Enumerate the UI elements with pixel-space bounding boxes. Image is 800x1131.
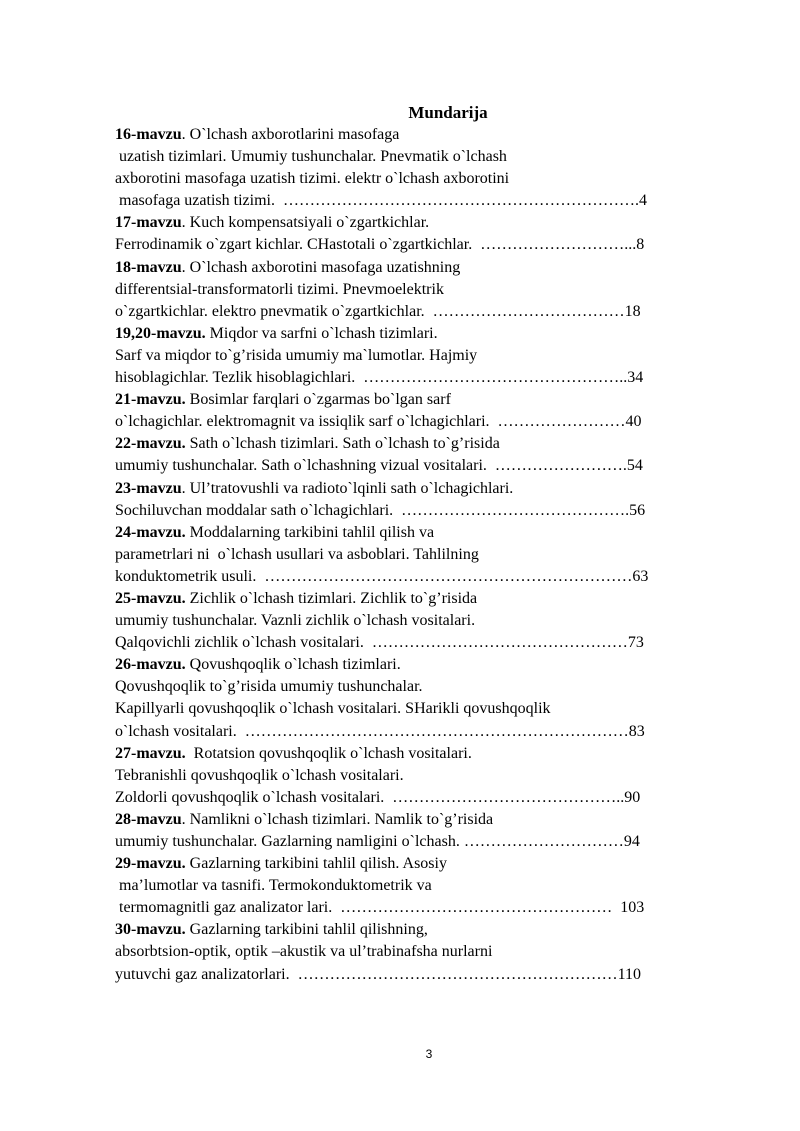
topic-number: 21-mavzu.: [115, 391, 186, 409]
toc-entry: [115, 809, 745, 853]
toc-line: [115, 964, 745, 986]
topic-number: 16-mavzu: [115, 126, 182, 143]
toc-line-text: . O`lchash axborotini masofaga uzatishning: [181, 258, 461, 276]
toc-line-text: termomagnitli gaz analizator lari. …………………………………………… 103: [115, 899, 645, 917]
toc-entry: [115, 522, 745, 588]
toc-line: [115, 257, 745, 279]
toc-line: [115, 234, 745, 256]
toc-line-text: differentsial-transformatorli tizimi. Pnevmoelektrik: [115, 280, 444, 298]
toc-line-text: Gazlarning tarkibini tahlil qilishning,: [185, 921, 428, 939]
toc-line-text: Moddalarning tarkibini tahlil qilish va: [185, 523, 435, 541]
toc-line-text: absorbtsion-optik, optik –akustik va ul’trabinafsha nurlarni: [115, 943, 493, 961]
toc-line: [115, 345, 745, 367]
toc-line: [115, 544, 745, 566]
toc-line-text: Qovushqoqlik to`g’risida umumiy tushunchalar.: [115, 678, 423, 696]
toc-line-text: Zichlik o`lchash tizimlari. Zichlik to`g’risida: [185, 589, 478, 607]
toc-line: [115, 411, 745, 433]
toc-line: [115, 875, 745, 897]
toc-line-text: . O`lchash axborotlarini masofaga: [181, 126, 400, 143]
table-of-contents: [115, 124, 745, 986]
toc-line: [115, 853, 745, 875]
topic-number: 18-mavzu: [115, 258, 182, 276]
toc-line-text: Qovushqoqlik o`lchash tizimlari.: [185, 656, 401, 674]
topic-number: 28-mavzu: [115, 810, 182, 828]
toc-entry: [115, 212, 745, 256]
toc-line-text: o`lchagichlar. elektromagnit va issiqlik sarf o`lchagichlari. ……………………40: [115, 413, 642, 431]
toc-entry: [115, 433, 745, 477]
toc-line-text: umumiy tushunchalar. Sath o`lchashning vizual vositalari. …………………….54: [115, 457, 643, 475]
toc-line-text: Miqdor va sarfni o`lchash tizimlari.: [205, 324, 438, 342]
toc-line-text: Sarf va miqdor to`g’risida umumiy ma`lumotlar. Hajmiy: [115, 346, 478, 364]
topic-number: 23-mavzu: [115, 479, 182, 497]
topic-number: 29-mavzu.: [115, 855, 186, 873]
toc-line: [115, 610, 745, 632]
toc-line-text: yutuvchi gaz analizatorlari. ……………………………………………………110: [115, 965, 641, 983]
topic-number: 25-mavzu.: [115, 589, 186, 607]
toc-line: [115, 919, 745, 941]
toc-line-text: . Namlikni o`lchash tizimlari. Namlik to`g’risida: [181, 810, 494, 828]
toc-line-text: uzatish tizimlari. Umumiy tushunchalar. Pnevmatik o`lchash: [115, 148, 507, 166]
toc-line-text: Qalqovichli zichlik o`lchash vositalari. …………………………………………73: [115, 634, 644, 652]
toc-line: [115, 212, 745, 234]
toc-line: [115, 367, 745, 389]
toc-line: [115, 522, 745, 544]
toc-entry: [115, 919, 745, 985]
toc-line: [115, 124, 745, 146]
toc-line: [115, 389, 745, 411]
toc-line: [115, 787, 745, 809]
toc-line: [115, 941, 745, 963]
page-title: Mundarija: [408, 103, 488, 122]
toc-line: [115, 676, 745, 698]
toc-line: [115, 588, 745, 610]
toc-line: [115, 566, 745, 588]
toc-line-text: konduktometrik usuli. ……………………………………………………………63: [115, 567, 649, 585]
topic-number: 17-mavzu: [115, 214, 182, 232]
toc-line-text: masofaga uzatish tizimi. ………………………………………………………….4: [115, 192, 647, 210]
toc-line-text: ma’lumotlar va tasnifi. Termokonduktometrik va: [115, 877, 432, 895]
toc-line-text: umumiy tushunchalar. Vaznli zichlik o`lchash vositalari.: [115, 612, 476, 630]
topic-number: 27-mavzu.: [115, 744, 186, 762]
page-number: 3: [425, 1047, 433, 1061]
toc-line: [115, 698, 745, 720]
toc-line-text: . Kuch kompensatsiyali o`zgartkichlar.: [181, 214, 430, 232]
toc-line: [115, 190, 745, 212]
topic-number: 30-mavzu.: [115, 921, 186, 939]
topic-number: 26-mavzu.: [115, 656, 186, 674]
toc-line: [115, 654, 745, 676]
toc-line: [115, 279, 745, 301]
toc-line-text: Sath o`lchash tizimlari. Sath o`lchash to`g’risida: [185, 435, 500, 453]
topic-number: 24-mavzu.: [115, 523, 186, 541]
toc-line: [115, 478, 745, 500]
toc-line: [115, 831, 745, 853]
toc-line-text: Zoldorli qovushqoqlik o`lchash vositalari. ……………………………………..90: [115, 788, 641, 806]
toc-line: [115, 743, 745, 765]
toc-line: [115, 500, 745, 522]
toc-line-text: . Ul’tratovushli va radioto`lqinli sath o`lchagichlari.: [181, 479, 514, 497]
toc-line-text: axborotini masofaga uzatish tizimi. elektr o`lchash axborotini: [115, 170, 510, 188]
toc-line-text: o`lchash vositalari. ………………………………………………………………83: [115, 722, 645, 740]
toc-line: [115, 168, 745, 190]
toc-entry: [115, 588, 745, 654]
toc-line-text: hisoblagichlar. Tezlik hisoblagichlari. …………………………………………..34: [115, 369, 644, 387]
toc-line: [115, 146, 745, 168]
toc-entry: [115, 743, 745, 809]
toc-line-text: Gazlarning tarkibini tahlil qilish. Asosiy: [185, 855, 447, 873]
toc-line-text: Kapillyarli qovushqoqlik o`lchash vositalari. SHarikli qovushqoqlik: [115, 700, 551, 718]
toc-line-text: Ferrodinamik o`zgart kichlar. CHastotali o`zgartkichlar. ………………………...8: [115, 236, 645, 254]
topic-number: 19,20-mavzu.: [115, 324, 206, 342]
toc-line: [115, 455, 745, 477]
toc-line: [115, 765, 745, 787]
toc-line: [115, 721, 745, 743]
toc-line: [115, 433, 745, 455]
toc-line-text: parametrlari ni o`lchash usullari va asboblari. Tahlilning: [115, 545, 479, 563]
toc-entry: [115, 853, 745, 919]
toc-entry: [115, 654, 745, 742]
toc-line-text: o`zgartkichlar. elektro pnevmatik o`zgartkichlar. ………………………………18: [115, 302, 641, 320]
toc-line: [115, 301, 745, 323]
toc-line: [115, 323, 745, 345]
toc-line-text: umumiy tushunchalar. Gazlarning namligini o`lchash. …………………………94: [115, 833, 640, 850]
toc-entry: [115, 389, 745, 433]
toc-line-text: Bosimlar farqlari o`zgarmas bo`lgan sarf: [185, 391, 451, 409]
topic-number: 22-mavzu.: [115, 435, 186, 453]
toc-entry: [115, 478, 745, 522]
toc-line: [115, 809, 745, 831]
toc-line-text: Rotatsion qovushqoqlik o`lchash vositalari.: [185, 744, 472, 762]
toc-entry: [115, 124, 745, 212]
toc-entry: [115, 257, 745, 323]
toc-line-text: Sochiluvchan moddalar sath o`lchagichlari. …………………………………….56: [115, 501, 646, 519]
toc-line: [115, 632, 745, 654]
toc-line-text: Tebranishli qovushqoqlik o`lchash vositalari.: [115, 766, 404, 784]
toc-entry: [115, 323, 745, 389]
toc-line: [115, 897, 745, 919]
